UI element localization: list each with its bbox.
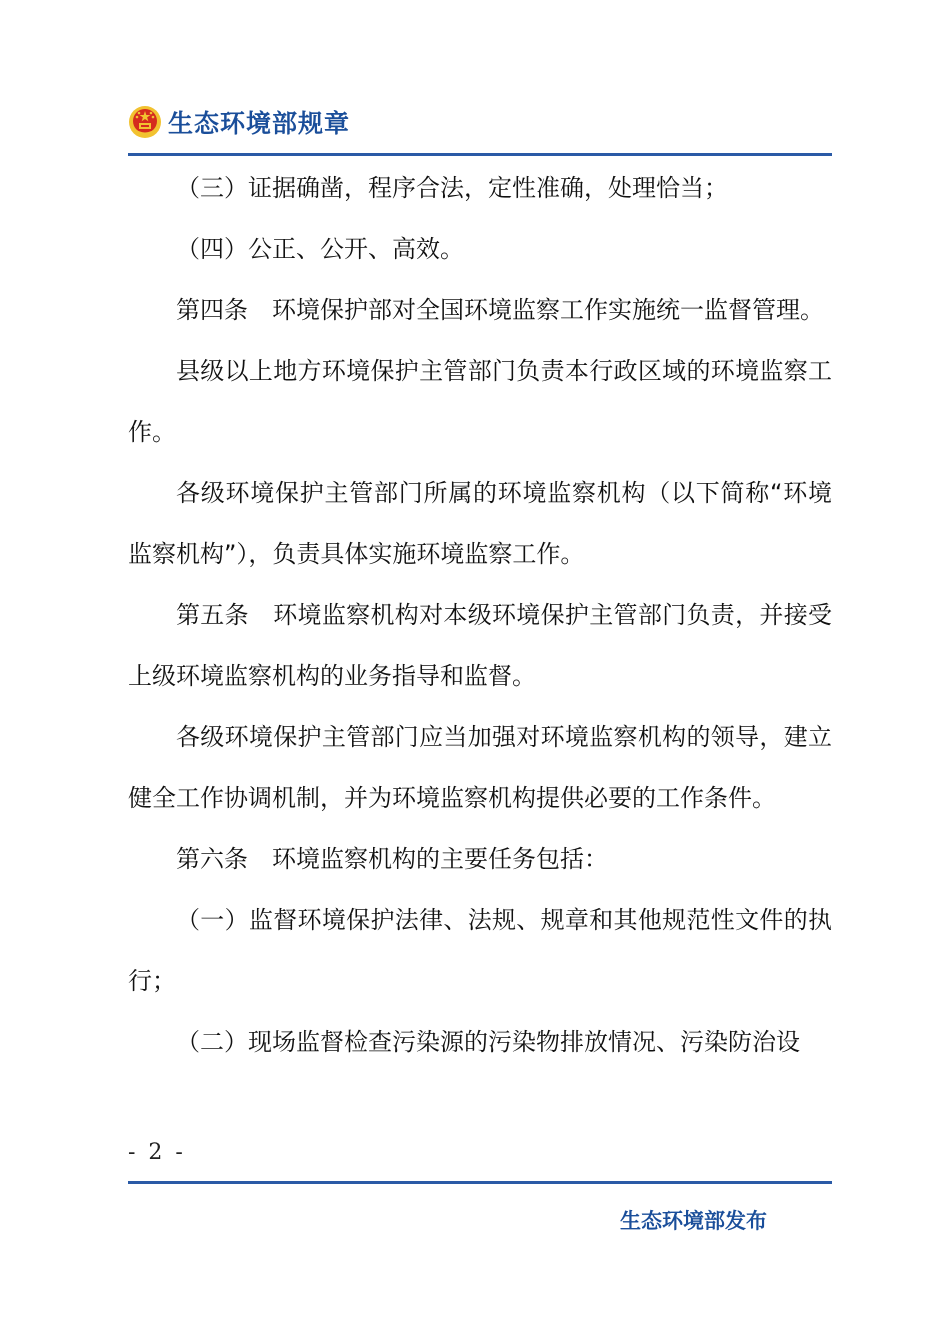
paragraph: （三）证据确凿，程序合法，定性准确，处理恰当；	[176, 174, 728, 202]
paragraph: 第六条 环境监察机构的主要任务包括：	[176, 845, 608, 873]
document-body	[128, 158, 832, 1073]
header-title: 生态环境部规章	[168, 109, 351, 138]
paragraph: （二）现场监督检查污染源的污染物排放情况、污染防治设	[176, 1028, 800, 1056]
paragraph: 第五条 环境监察机构对本级环境保护主管部门负责，并接受上级环境监察机构的业务指导和监督。	[128, 601, 832, 690]
paragraph: 各级环境保护主管部门应当加强对环境监察机构的领导，建立健全工作协调机制，并为环境监察机构提供必要的工作条件。	[128, 723, 832, 812]
paragraph: 各级环境保护主管部门所属的环境监察机构（以下简称“环境监察机构”），负责具体实施环境监察工作。	[128, 479, 832, 568]
document-header	[128, 100, 350, 144]
footer-divider	[128, 1181, 832, 1184]
paragraph: 县级以上地方环境保护主管部门负责本行政区域的环境监察工作。	[128, 357, 832, 446]
paragraph: （一）监督环境保护法律、法规、规章和其他规范性文件的执行；	[128, 906, 832, 995]
paragraph: 第四条 环境保护部对全国环境监察工作实施统一监督管理。	[176, 296, 824, 324]
header-divider	[128, 153, 832, 156]
paragraph: （四）公正、公开、高效。	[176, 235, 464, 263]
footer-publisher: 生态环境部发布	[620, 1209, 767, 1233]
national-emblem-icon	[128, 105, 162, 139]
page-number: - 2 -	[128, 1140, 186, 1165]
